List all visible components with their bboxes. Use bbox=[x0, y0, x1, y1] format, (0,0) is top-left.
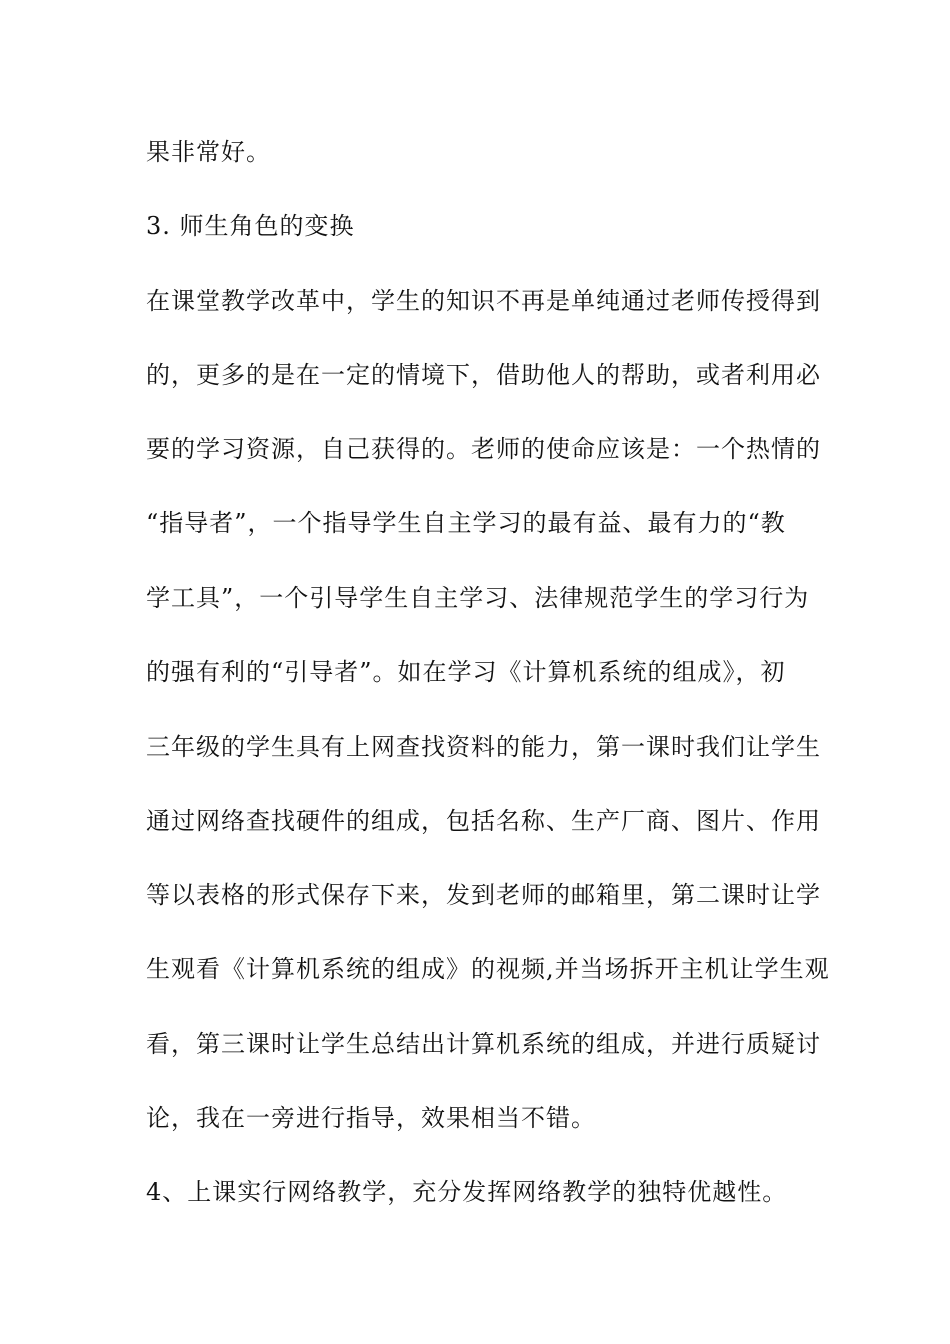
text-line: 等以表格的形式保存下来，发到老师的邮箱里，第二课时让学 bbox=[146, 881, 821, 909]
text-line: 的，更多的是在一定的情境下，借助他人的帮助，或者利用必 bbox=[146, 361, 821, 389]
text-line: 通过网络查找硬件的组成，包括名称、生产厂商、图片、作用 bbox=[146, 807, 821, 835]
text-line: “指导者”，一个指导学生自主学习的最有益、最有力的“教 bbox=[146, 509, 786, 537]
section-heading: 4、上课实行网络教学，充分发挥网络教学的独特优越性。 bbox=[146, 1178, 788, 1206]
text-line: 的强有利的“引导者”。如在学习《计算机系统的组成》，初 bbox=[146, 658, 786, 686]
text-line: 在课堂教学改革中，学生的知识不再是单纯通过老师传授得到 bbox=[146, 287, 821, 315]
text-line: 要的学习资源，自己获得的。老师的使命应该是：一个热情的 bbox=[146, 435, 821, 463]
text-line: 三年级的学生具有上网查找资料的能力，第一课时我们让学生 bbox=[146, 733, 821, 761]
text-line: 看，第三课时让学生总结出计算机系统的组成，并进行质疑讨 bbox=[146, 1030, 821, 1058]
section-heading: 3. 师生角色的变换 bbox=[146, 212, 355, 240]
text-line: 论，我在一旁进行指导，效果相当不错。 bbox=[146, 1104, 596, 1132]
text-line: 学工具”，一个引导学生自主学习、法律规范学生的学习行为 bbox=[146, 584, 810, 612]
text-line: 果非常好。 bbox=[146, 138, 271, 166]
text-line: 生观看《计算机系统的组成》的视频,并当场拆开主机让学生观 bbox=[146, 955, 830, 983]
